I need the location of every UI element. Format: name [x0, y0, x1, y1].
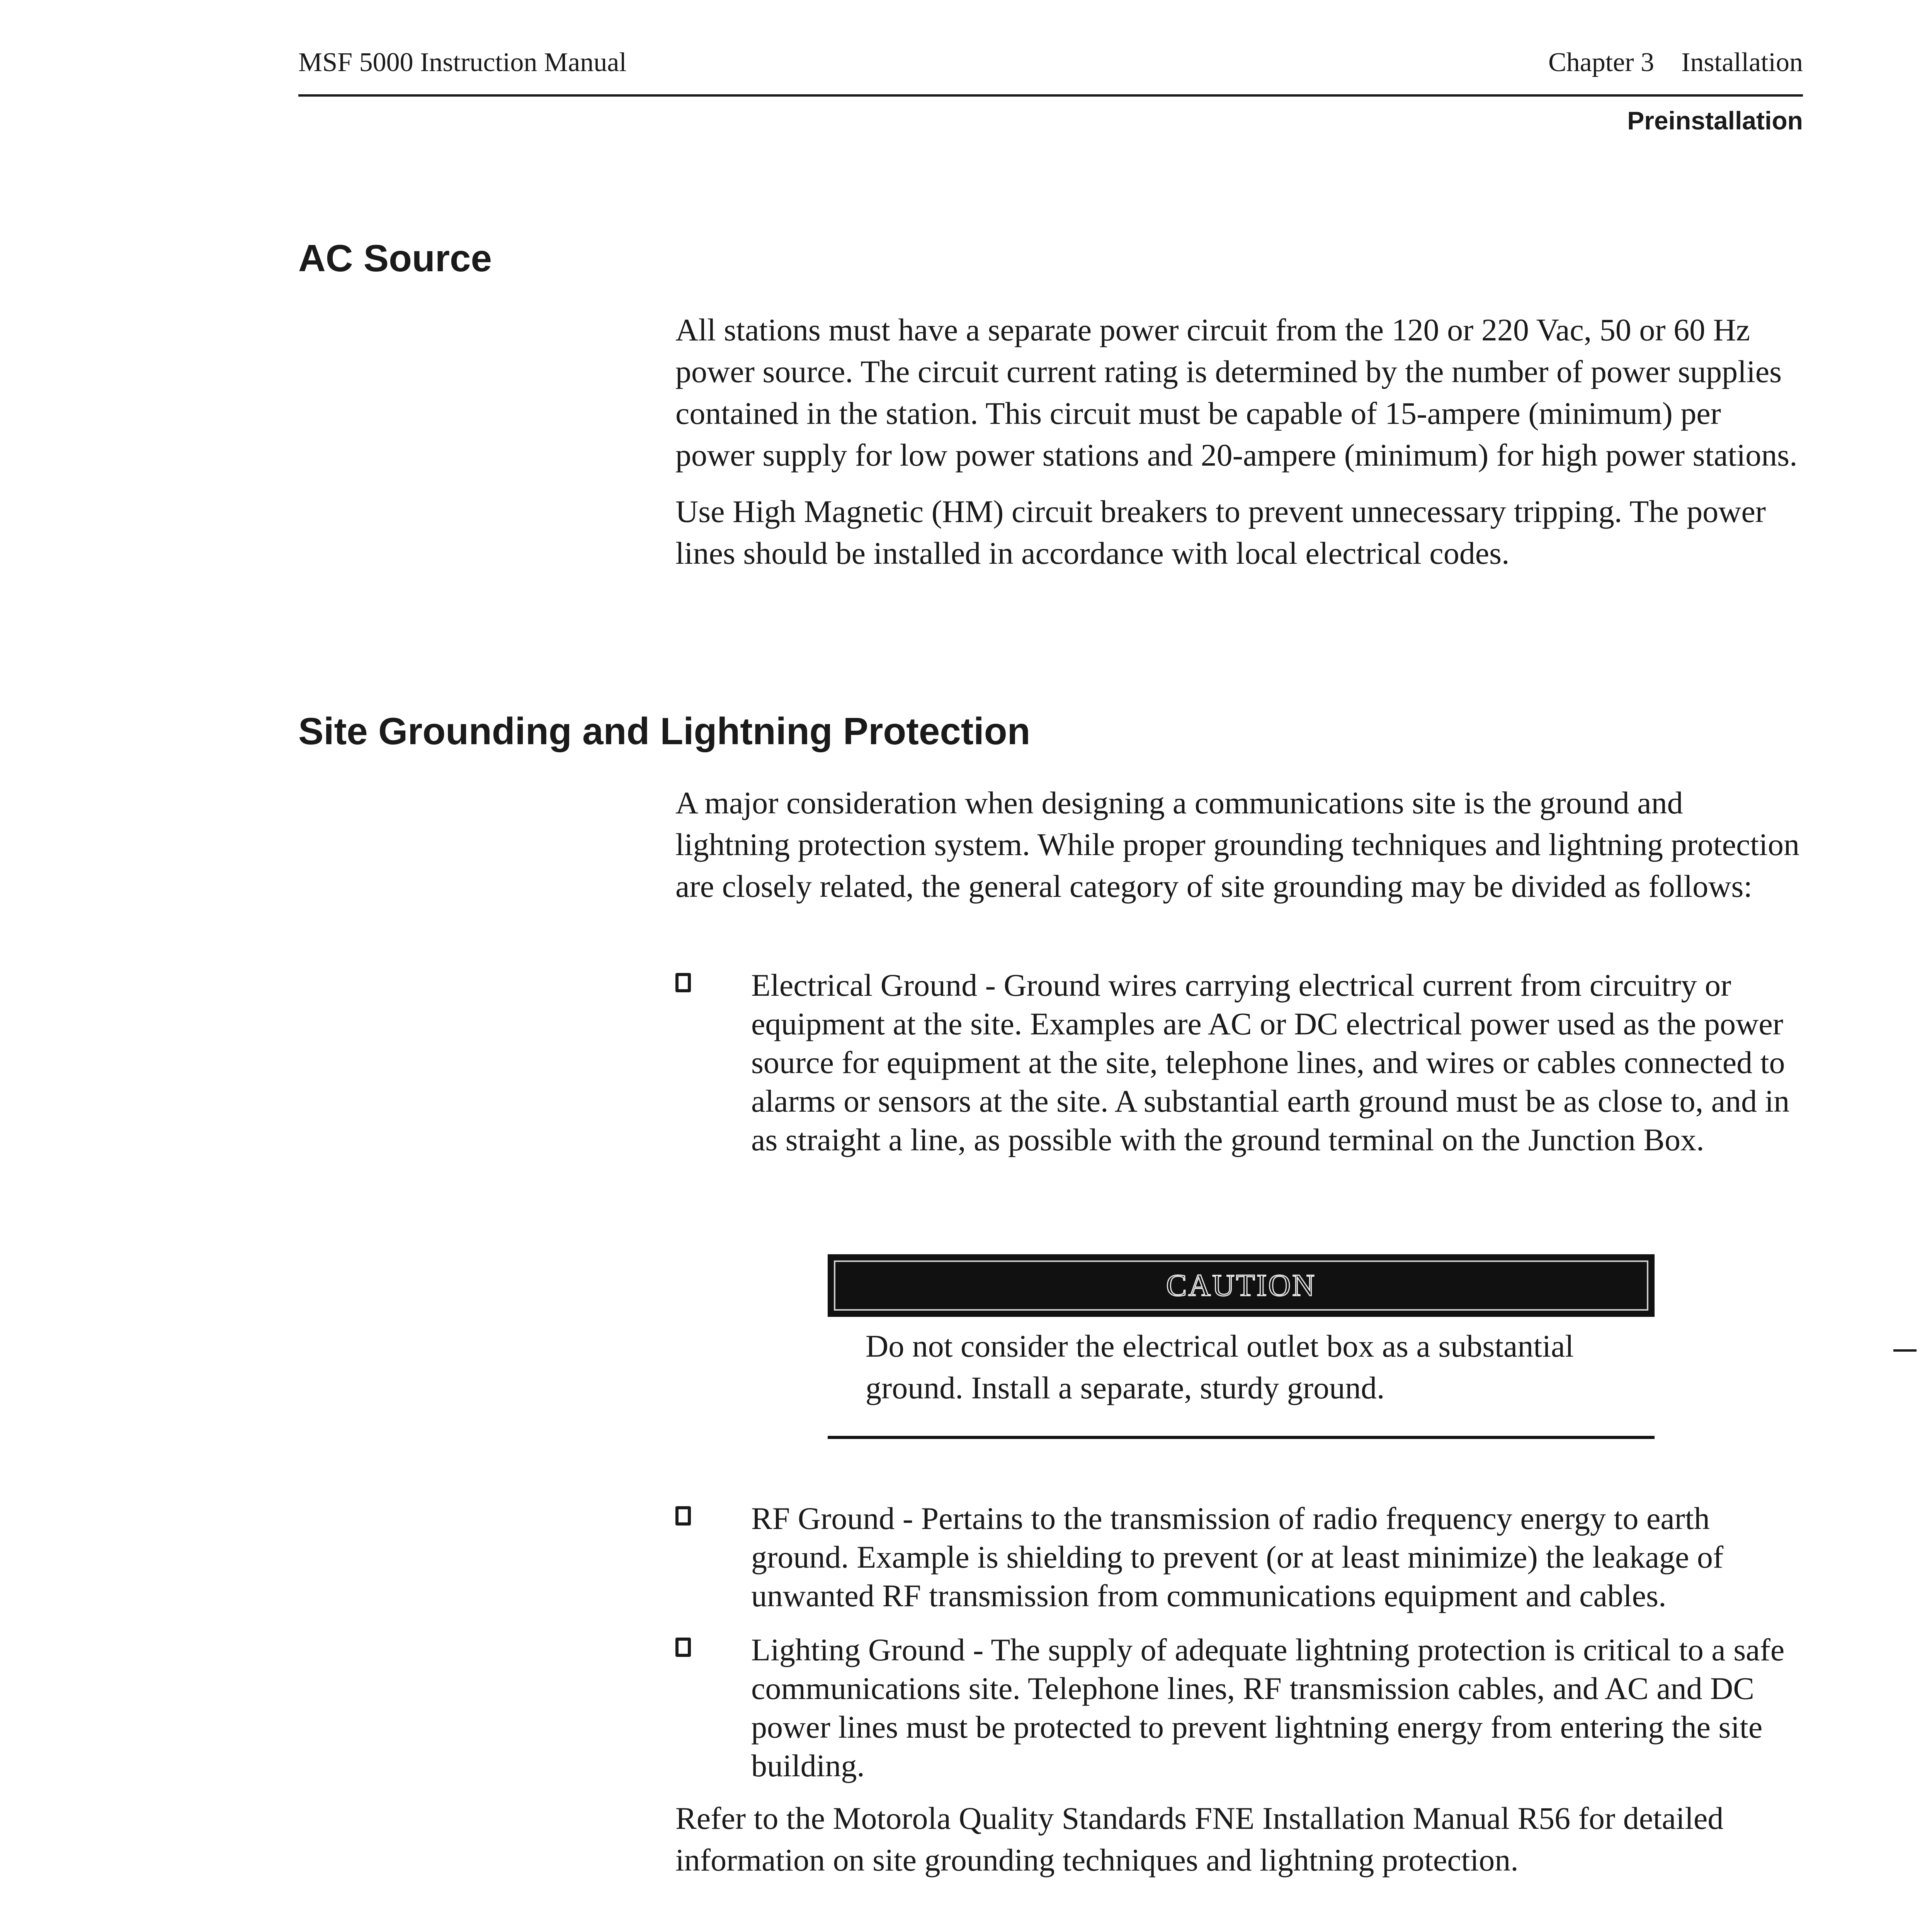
caution-text: Do not consider the electrical outlet box as a substantial ground. Install a separate, sturdy ground. — [866, 1328, 1574, 1405]
list-item-text: RF Ground - Pertains to the transmission of radio frequency energy to earth ground. Example is shielding to prevent (or at least minimize) the leakage of unwanted RF transmission from communications equipment and cables. — [751, 1501, 1724, 1613]
caution-banner — [828, 1254, 1655, 1317]
list-item-lighting-ground — [675, 1631, 1804, 1785]
section-heading-grounding: Site Grounding and Lightning Protection — [298, 710, 1031, 752]
header-subsection: Preinstallation — [1627, 106, 1803, 135]
ac-source-paragraph-1: All stations must have a separate power circuit from the 120 or 220 Vac, 50 or 60 Hz power source. The circuit current rating is determined by the number of power supplies contained in the station. This circuit must be capable of 15-ampere (minimum) per power supply for low power stations and 20-ampere (minimum) for high power stations. — [675, 312, 1798, 473]
ac-source-paragraph-2: Use High Magnetic (HM) circuit breakers to prevent unnecessary tripping. The power lines should be installed in accordance with local electrical codes. — [675, 494, 1766, 571]
caution-label: CAUTION — [1166, 1268, 1316, 1303]
section-heading-ac-source: AC Source — [298, 237, 492, 279]
list-item-rf-ground — [675, 1499, 1804, 1615]
header-manual-title: MSF 5000 Instruction Manual — [298, 48, 627, 77]
grounding-intro: A major consideration when designing a communications site is the ground and lightning protection system. While proper grounding techniques and lightning protection are closely related, the general category of site grounding may be divided as follows: — [675, 785, 1799, 904]
header-chapter-title: Installation — [1681, 48, 1803, 77]
change-bar-mark — [1893, 1349, 1917, 1352]
header-chapter — [1548, 47, 1803, 78]
caution-bottom-rule — [828, 1436, 1655, 1439]
header-rule — [298, 94, 1803, 97]
caution-banner-frame — [834, 1260, 1648, 1311]
list-item-text: Electrical Ground - Ground wires carrying electrical current from circuitry or equipment at the site. Examples are AC or DC electrical power used as the power source for equipment at the site, telephone lines, and wires or cables connected to alarms or sensors at the site. A substantial earth ground must be as close to, and in as straight a line, as possible with the ground terminal on the Junction Box. — [751, 968, 1790, 1157]
header-chapter-number: Chapter 3 — [1548, 48, 1655, 77]
grounding-closing: Refer to the Motorola Quality Standards FNE Installation Manual R56 for detailed information on site grounding techniques and lightning protection. — [675, 1801, 1724, 1878]
checkbox-bullet-icon — [675, 973, 691, 992]
ac-source-body — [675, 309, 1804, 589]
list-item-electrical-ground — [675, 966, 1804, 1159]
list-item-text: Lighting Ground - The supply of adequate lightning protection is critical to a safe communications site. Telephone lines, RF transmission cables, and AC and DC power lines must be protected to prevent lightning energy from entering the site building. — [751, 1632, 1785, 1783]
checkbox-bullet-icon — [675, 1638, 691, 1657]
checkbox-bullet-icon — [675, 1506, 691, 1526]
